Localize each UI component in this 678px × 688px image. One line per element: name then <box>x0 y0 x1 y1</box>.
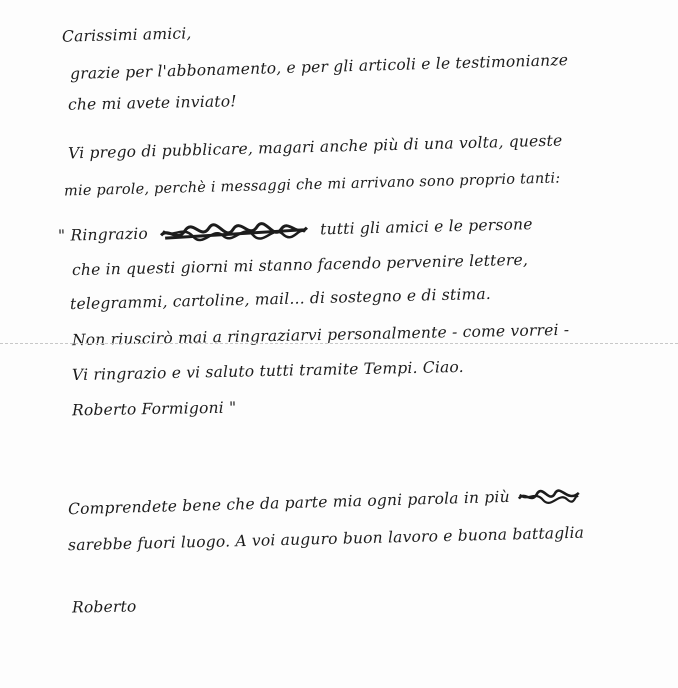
signature: Roberto <box>71 597 137 617</box>
crossed-out-scribble <box>159 220 309 246</box>
letter-line-thanks: grazie per l'abbonamento, e per gli articoli e le testimonianze <box>69 51 569 83</box>
quote-line-4: Non riuscirò mai a ringraziarvi personalmente - come vorrei - <box>71 320 570 350</box>
closing-line-1-text: Comprendete bene che da parte mia ogni parola in più <box>67 487 510 519</box>
quote-line-2: che in questi giorni mi stanno facendo pervenire lettere, <box>71 250 529 280</box>
quote-signature: Roberto Formigoni " <box>71 398 237 420</box>
paper-fold-line <box>0 343 678 344</box>
quote-line-3: telegrammi, cartoline, mail... di sostegno e di stima. <box>69 284 492 314</box>
closing-line-1 <box>68 487 583 519</box>
letter-line-sent: che mi avete inviato! <box>67 92 237 114</box>
letter-line-messages: mie parole, perchè i messaggi che mi arrivano sono proprio tanti: <box>63 170 561 200</box>
crossed-out-scribble-small <box>517 487 581 507</box>
quote-line-5: Vi ringrazio e vi saluto tutti tramite Tempi. Ciao. <box>71 357 465 385</box>
quote-line-1 <box>58 214 533 248</box>
quote-start-text: " Ringrazio <box>57 224 149 245</box>
salutation: Carissimi amici, <box>61 24 192 46</box>
quote-line-1-rest: tutti gli amici e le persone <box>319 215 533 239</box>
closing-line-2: sarebbe fuori luogo. A voi auguro buon lavoro e buona battaglia <box>67 523 585 555</box>
letter-line-request: Vi prego di pubblicare, magari anche più di una volta, queste <box>67 131 563 163</box>
